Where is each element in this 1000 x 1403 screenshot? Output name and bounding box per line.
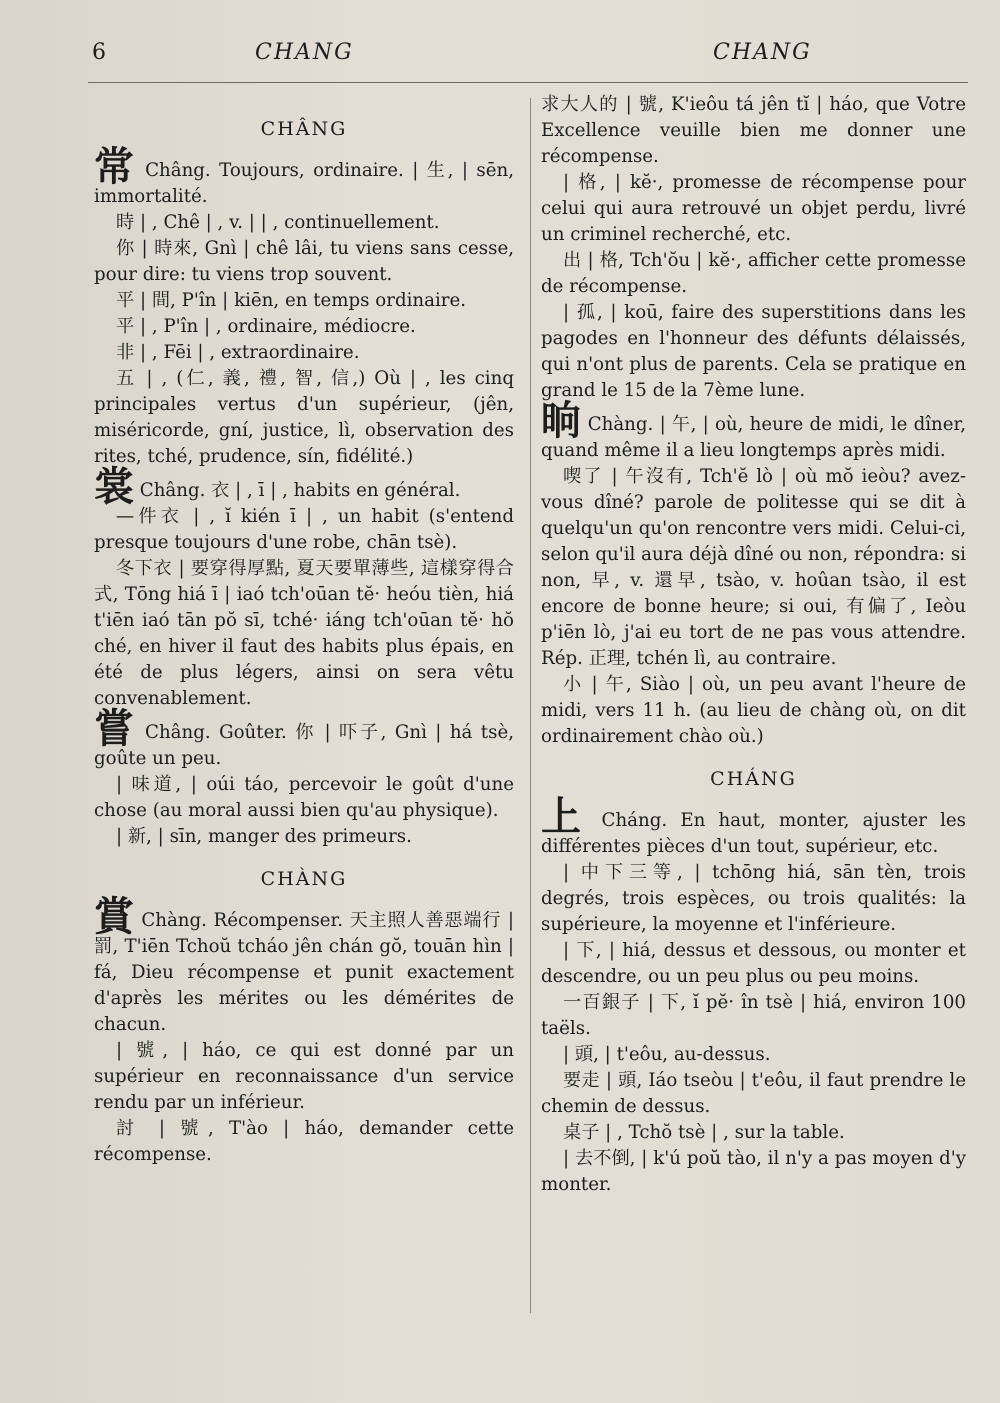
page-number: 6 xyxy=(92,40,106,65)
dictionary-entry xyxy=(541,794,966,860)
sub-entry: 平 | 間, P'în | kiēn, en temps ordinaire. xyxy=(116,290,467,311)
sub-entry: 時 | , Chê | , v. | | , continuellement. xyxy=(116,212,440,233)
headword-character: 上 xyxy=(541,794,589,840)
sub-entry: 喫了 | 午沒有, Tch'ĕ lò | où mŏ ieòu? avez-vous dîné? parole de politesse qui se dit à quelqu'un qu'on rencontre vers midi. Celui-ci, selon qu'il aura déjà dîné ou non, répondra: si non, 早, v. 還早, tsào, v. hoûan tsào, il est encore de bonne heure; si oui, 有偏了, Ieòu p'iēn lò, j'ai eu tort de ne pas vous attendre. Rép. 正理, tchén lì, au contraire. xyxy=(541,466,966,669)
sub-entry: 出 | 格, Tch'ŏu | kĕ·, afficher cette promesse de récompense. xyxy=(541,250,966,297)
column-divider xyxy=(530,98,531,1313)
dictionary-entry xyxy=(94,144,514,210)
sub-entry: 冬下衣 | 要穿得厚點, 夏天要單薄些, 這樣穿得合式, Tōng hiá ī | iaó tch'oūan tĕ· heóu tièn, hiá t'iēn iaó tān pŏ sī, tché· iáng tch'oūan tĕ· hŏ ché, en hiver il faut des habits plus épais, en été de plus légers, ainsi on sera vêtu convenablement. xyxy=(94,558,514,709)
entry-definition: Châng. 衣 | , ī | , habits en général. xyxy=(134,480,461,501)
dictionary-entry xyxy=(94,894,514,1038)
entry-definition: Cháng. En haut, monter, ajuster les différentes pièces d'un tout, supérieur, etc. xyxy=(541,810,966,857)
section-heading: CHÀNG xyxy=(260,868,348,890)
sub-entry: | 號, | háo, ce qui est donné par un supérieur en reconnaissance d'un service rendu par un inférieur. xyxy=(94,1040,514,1113)
sub-entry: 一百銀子 | 下, ĭ pĕ· în tsè | hiá, environ 100 taëls. xyxy=(541,992,966,1039)
headword-character: 晌 xyxy=(541,398,582,444)
dictionary-entry xyxy=(94,464,514,510)
entry-definition: Chàng. Récompenser. 天主照人善惡端行 | 罰, T'iēn Tchoŭ tcháo jên chán gŏ, touān hìn | fá, Dieu récompense et punit exactement d'après les mérites ou les démérites de chacun. xyxy=(94,910,514,1035)
sub-entry: | 中下三等, | tchōng hiá, sān tèn, trois degrés, trois espèces, ou trois qualités: la supérieure, la moyenne et l'inférieure. xyxy=(541,862,966,935)
headword-character: 裳 xyxy=(94,464,134,510)
left-column xyxy=(94,92,514,1168)
entry-definition: Châng. Toujours, ordinaire. | 生, | sēn, immortalité. xyxy=(94,160,514,207)
running-head-right: CHANG xyxy=(713,40,812,65)
entry-definition: Chàng. | 午, | où, heure de midi, le dîner, quand même il a lieu longtemps après midi. xyxy=(541,414,966,461)
sub-entry: | 下, | hiá, dessus et dessous, ou monter et descendre, ou un peu plus ou peu moins. xyxy=(541,940,966,987)
sub-entry: | 孤, | koū, faire des superstitions dans les pagodes en l'honneur des défunts délaissés, qui n'ont plus de parents. Cela se pratique en grand le 15 de la 7ème lune. xyxy=(541,302,966,401)
sub-entry: —件衣 | , ĭ kién ī | , un habit (s'entend presque toujours d'une robe, chān tsè). xyxy=(94,506,514,553)
sub-entry: | 格, | kĕ·, promesse de récompense pour celui qui aura retrouvé un objet perdu, livré un criminel recherché, etc. xyxy=(541,172,966,245)
dictionary-entry xyxy=(94,706,514,772)
entry-continuation: 求大人的 | 號, K'ieôu tá jên tĭ | háo, que Votre Excellence veuille bien me donner une récompense. xyxy=(541,94,966,167)
sub-entry: 桌子 | , Tchŏ tsè | , sur la table. xyxy=(563,1122,845,1143)
headword-character: 嘗 xyxy=(94,706,137,752)
sub-entry: 小 | 午, Siào | où, un peu avant l'heure de midi, vers 11 h. (au lieu de chàng où, on dit ordinairement chào où.) xyxy=(541,674,966,747)
sub-entry: 你 | 時來, Gnì | chê lâi, tu viens sans cesse, pour dire: tu viens trop souvent. xyxy=(94,238,514,285)
sub-entry: 要走 | 頭, Iáo tseòu | t'eôu, il faut prendre le chemin de dessus. xyxy=(541,1070,966,1117)
headword-character: 常 xyxy=(94,144,137,190)
section-heading: CHÂNG xyxy=(260,118,348,140)
sub-entry: | 去不倒, | k'ú poŭ tào, il n'y a pas moyen d'y monter. xyxy=(541,1148,966,1195)
sub-entry: 討 | 號, T'ào | háo, demander cette récompense. xyxy=(94,1118,514,1165)
running-head-left: CHANG xyxy=(255,40,354,65)
entry-definition: Châng. Goûter. 你 | 吓子, Gnì | há tsè, goûte un peu. xyxy=(94,722,514,769)
sub-entry: 平 | , P'în | , ordinaire, médiocre. xyxy=(116,316,416,337)
sub-entry: 五 | , (仁, 義, 禮, 智, 信,) Où | , les cinq principales vertus d'un supérieur, (jên, miséricorde, gní, justice, lì, observation des rites, tché, prudence, sín, fidélité.) xyxy=(94,368,514,467)
headword-character: 賞 xyxy=(94,894,135,940)
section-heading: CHÁNG xyxy=(710,768,797,790)
header-rule xyxy=(88,82,968,83)
sub-entry: | 新, | sīn, manger des primeurs. xyxy=(116,826,412,847)
page-header xyxy=(0,40,1000,74)
sub-entry: | 味道, | oúi táo, percevoir le goût d'une chose (au moral aussi bien qu'au physique). xyxy=(94,774,514,821)
sub-entry: 非 | , Fēi | , extraordinaire. xyxy=(116,342,360,363)
right-column xyxy=(541,92,966,1198)
dictionary-entry xyxy=(541,398,966,464)
sub-entry: | 頭, | t'eôu, au-dessus. xyxy=(563,1044,771,1065)
